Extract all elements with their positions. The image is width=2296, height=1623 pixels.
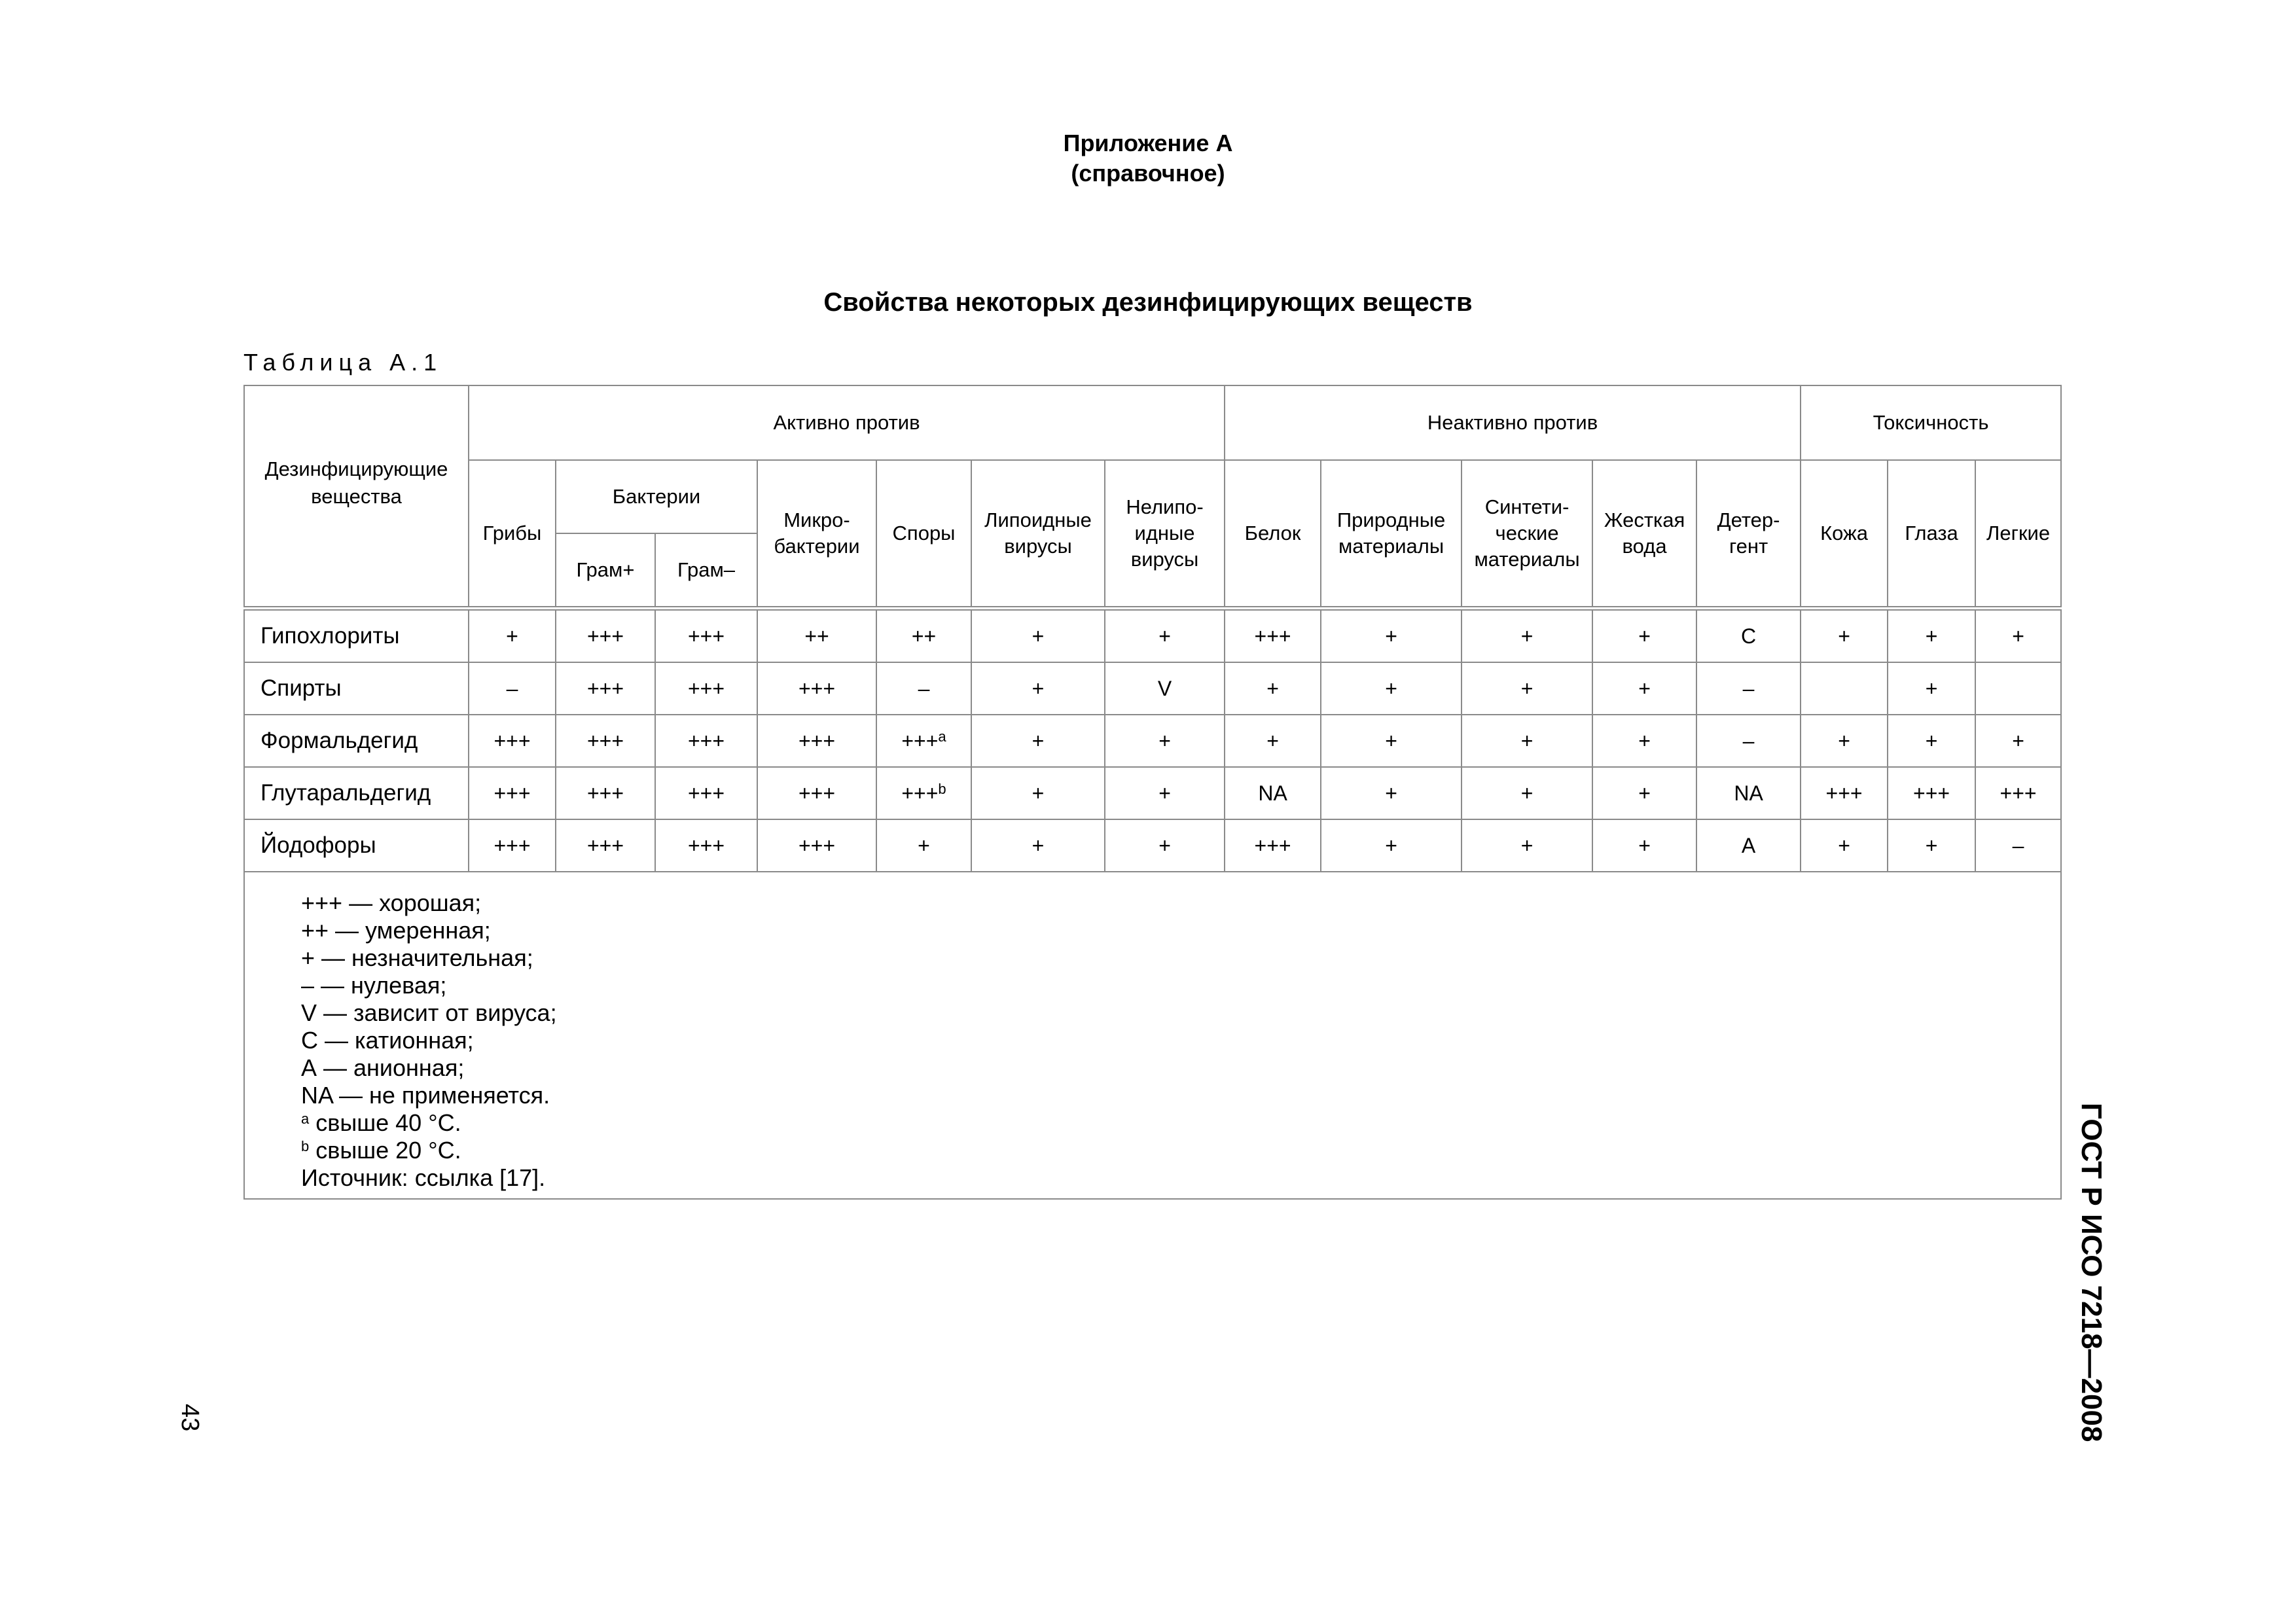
header-synthetic-materials <box>1462 460 1592 609</box>
table-cell: +++ <box>469 715 556 767</box>
header-gram-positive: Грам+ <box>556 533 655 609</box>
header-spores: Споры <box>876 460 971 609</box>
table-cell: + <box>1592 609 1696 663</box>
table-cell: + <box>1592 662 1696 715</box>
table-cell: +++ <box>757 715 876 767</box>
footnote-b <box>301 1137 2060 1164</box>
header-protein: Белок <box>1225 460 1321 609</box>
table-cell <box>876 715 971 767</box>
legend-line: ++ — умеренная; <box>301 917 491 944</box>
table-cell: +++ <box>556 662 655 715</box>
table-cell: ++ <box>757 609 876 663</box>
row-substance-name: Гипохлориты <box>244 609 469 663</box>
footnote-b-marker: b <box>301 1138 310 1154</box>
table-cell: + <box>1592 715 1696 767</box>
table-cell: + <box>1888 662 1975 715</box>
table-cell: + <box>1592 767 1696 819</box>
footnote-a-marker: a <box>301 1111 310 1127</box>
table-row <box>244 662 2061 715</box>
table-cell: + <box>971 819 1105 872</box>
footnote-b-text: свыше 20 °С. <box>309 1137 461 1164</box>
header-hard-water <box>1592 460 1696 609</box>
table-cell: +++ <box>757 662 876 715</box>
row-substance-name: Глутаральдегид <box>244 767 469 819</box>
table-cell <box>1801 662 1888 715</box>
table-cell <box>1975 662 2061 715</box>
table-cell: + <box>1225 662 1321 715</box>
table-cell: + <box>1462 819 1592 872</box>
header-gram-negative: Грам– <box>655 533 757 609</box>
table-cell: + <box>1888 715 1975 767</box>
header-lipoid-viruses <box>971 460 1105 609</box>
header-nonlipoid-viruses <box>1105 460 1225 609</box>
table-cell: – <box>1975 819 2061 872</box>
legend-line: С — катионная; <box>301 1027 474 1054</box>
header-natural-materials-label: Природные материалы <box>1336 508 1446 558</box>
header-group-toxicity: Токсичность <box>1801 385 2061 460</box>
header-lungs: Легкие <box>1975 460 2061 609</box>
table-cell: + <box>1105 767 1225 819</box>
table-cell <box>876 767 971 819</box>
header-lipoid-viruses-label: Липоидные вирусы <box>984 508 1092 558</box>
table-row <box>244 715 2061 767</box>
header-nonlipoid-viruses-label: Нелипо-идные вирусы <box>1126 495 1204 571</box>
table-cell: + <box>971 715 1105 767</box>
page-number: 43 <box>176 1404 204 1432</box>
table-cell: +++ <box>1888 767 1975 819</box>
table-cell: +++ <box>655 767 757 819</box>
table-cell: NA <box>1696 767 1801 819</box>
header-microbacteria-label: Микро-бактерии <box>774 508 860 558</box>
table-cell: + <box>1592 819 1696 872</box>
table-cell: + <box>1801 715 1888 767</box>
header-fungi: Грибы <box>469 460 556 609</box>
table-cell: +++ <box>1975 767 2061 819</box>
table-cell: V <box>1105 662 1225 715</box>
table-cell: + <box>971 767 1105 819</box>
table-cell-value: +++ <box>901 781 939 805</box>
table-label: Таблица А.1 <box>243 349 443 376</box>
standard-code: ГОСТ Р ИСО 7218—2008 <box>2075 1103 2108 1442</box>
header-detergent <box>1696 460 1801 609</box>
table-cell: +++ <box>1225 609 1321 663</box>
row-substance-name: Йодофоры <box>244 819 469 872</box>
annex-heading <box>0 128 2296 188</box>
table-cell: + <box>971 662 1105 715</box>
table-cell: + <box>1975 609 2061 663</box>
table-cell: + <box>1975 715 2061 767</box>
table-cell: +++ <box>757 767 876 819</box>
table-cell: + <box>1225 715 1321 767</box>
row-substance-name: Формальдегид <box>244 715 469 767</box>
table-cell: + <box>1105 819 1225 872</box>
table-row <box>244 767 2061 819</box>
table-cell: +++ <box>469 767 556 819</box>
table-cell: + <box>1801 819 1888 872</box>
header-group-inactive: Неактивно против <box>1225 385 1801 460</box>
table-cell: +++ <box>1801 767 1888 819</box>
table-cell: +++ <box>655 662 757 715</box>
table-cell: +++ <box>556 609 655 663</box>
row-substance-name: Спирты <box>244 662 469 715</box>
table-cell: +++ <box>655 609 757 663</box>
section-title: Свойства некоторых дезинфицирующих веществ <box>823 288 1473 317</box>
legend-line: V — зависит от вируса; <box>301 999 557 1026</box>
table-cell: + <box>1801 609 1888 663</box>
table-cell: + <box>1321 662 1462 715</box>
table-cell: + <box>1321 715 1462 767</box>
header-microbacteria <box>757 460 876 609</box>
table-cell: + <box>971 609 1105 663</box>
table-cell: +++ <box>655 819 757 872</box>
table-row <box>244 819 2061 872</box>
table-cell: – <box>1696 662 1801 715</box>
table-cell: + <box>1888 609 1975 663</box>
disinfectant-properties-table <box>243 385 2062 1200</box>
table-cell: + <box>1462 662 1592 715</box>
table-cell: + <box>1462 715 1592 767</box>
table-cell: + <box>876 819 971 872</box>
header-eyes: Глаза <box>1888 460 1975 609</box>
header-substances: Дезинфицирующие вещества <box>244 385 469 609</box>
table-row <box>244 609 2061 663</box>
table-notes-row <box>244 872 2061 1199</box>
table-cell: + <box>469 609 556 663</box>
table-cell: + <box>1462 767 1592 819</box>
legend-line: А — анионная; <box>301 1054 465 1081</box>
table-cell: +++ <box>556 715 655 767</box>
header-natural-materials <box>1321 460 1462 609</box>
table-notes <box>244 872 2061 1199</box>
header-skin: Кожа <box>1801 460 1888 609</box>
table-cell-value: +++ <box>901 729 939 753</box>
table-cell: + <box>1105 609 1225 663</box>
header-group-active: Активно против <box>469 385 1225 460</box>
table-cell: + <box>1321 767 1462 819</box>
annex-subtitle: (справочное) <box>1071 160 1225 187</box>
table-cell: – <box>1696 715 1801 767</box>
table-cell: C <box>1696 609 1801 663</box>
legend-line: + — незначительная; <box>301 944 533 971</box>
table-cell: + <box>1321 609 1462 663</box>
legend-line: NA — не применяется. <box>301 1082 550 1109</box>
header-detergent-label: Детер-гент <box>1717 508 1780 558</box>
table-cell: + <box>1321 819 1462 872</box>
legend-line: – — нулевая; <box>301 972 447 999</box>
source-line: Источник: ссылка [17]. <box>301 1164 546 1191</box>
footnote-marker: b <box>938 781 946 797</box>
footnote-marker: a <box>938 728 946 745</box>
table-cell: +++ <box>556 819 655 872</box>
header-synthetic-materials-label: Синтети-ческие материалы <box>1474 495 1580 571</box>
table-cell: + <box>1888 819 1975 872</box>
table-cell: NA <box>1225 767 1321 819</box>
table-cell: +++ <box>1225 819 1321 872</box>
header-bacteria: Бактерии <box>556 460 757 533</box>
table-cell: + <box>1462 609 1592 663</box>
header-hard-water-label: Жесткая вода <box>1604 508 1685 558</box>
table-cell: +++ <box>655 715 757 767</box>
table-cell: – <box>876 662 971 715</box>
table-cell: + <box>1105 715 1225 767</box>
table-cell: – <box>469 662 556 715</box>
table-cell: +++ <box>469 819 556 872</box>
table-cell: +++ <box>757 819 876 872</box>
table-cell: +++ <box>556 767 655 819</box>
legend-line: +++ — хорошая; <box>301 889 482 916</box>
footnote-a <box>301 1109 2060 1137</box>
annex-title: Приложение А <box>1063 130 1233 156</box>
table-cell: ++ <box>876 609 971 663</box>
table-cell: A <box>1696 819 1801 872</box>
footnote-a-text: свыше 40 °С. <box>309 1109 461 1136</box>
